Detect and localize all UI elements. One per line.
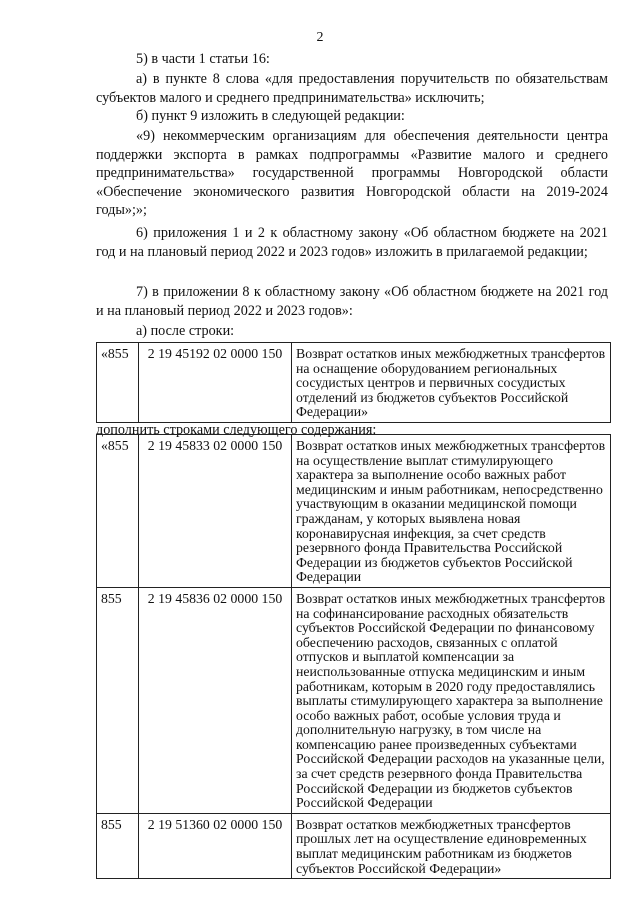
table-row xyxy=(97,343,611,423)
admin-code-cell: «855 xyxy=(97,343,139,423)
table-row xyxy=(97,813,611,878)
paragraph-after-line: а) после строки: xyxy=(136,323,235,339)
table-new-lines xyxy=(96,434,611,879)
paragraph-item-6: 6) приложения 1 и 2 к областному закону «Об областном бюджете на 2021 год и на плановый период 2022 и 2023 годов» изложить в прилагаемой редакции; xyxy=(96,225,608,260)
description-cell: Возврат остатков иных межбюджетных трансфертов на софинансирование расходных обязательств субъектов Российской Федерации по финансовому обеспечению расходов, связанных с оплатой отпусков и выплатой компенсации за неиспользованные отпуска медицинским и иным работникам, которым в 2020 году предоставлялись выплаты стимулирующего характера за выполнение особо важных работ, особые условия труда и дополнительную нагрузку, в том числе на компенсацию ранее произведенных субъектами Российской Федерации расходов на указанные цели, за счет средств резервного фонда Правительства Российской Федерации из бюджетов субъектов Российской Федерации xyxy=(292,587,611,813)
paragraph-item-a: а) в пункте 8 слова «для предоставления поручительств по обязательствам субъектов малого и среднего предпринимательства» исключить; xyxy=(96,71,608,106)
paragraph-quote-9: «9) некоммерческим организациям для обеспечения деятельности центра поддержки экспорта в рамках подпрограммы «Развитие малого и среднего предпринимательства» государственной программы Новгородской области «Обеспечение экономического развития Новгородской области на 2019-2024 годы»;»; xyxy=(96,128,608,218)
budget-code-cell: 2 19 45836 02 0000 150 xyxy=(139,587,292,813)
admin-code-cell: 855 xyxy=(97,813,139,878)
budget-code-cell: 2 19 51360 02 0000 150 xyxy=(139,813,292,878)
budget-code-cell: 2 19 45192 02 0000 150 xyxy=(139,343,292,423)
paragraph-item-5: 5) в части 1 статьи 16: xyxy=(136,51,270,67)
table-row xyxy=(97,587,611,813)
admin-code-cell: 855 xyxy=(97,587,139,813)
description-cell: Возврат остатков иных межбюджетных трансфертов на осуществление выплат стимулирующего характера за выполнение особо важных работ медицинским и иным работникам, непосредственно участвующим в оказании медицинской помощи гражданам, у которых выявлена новая коронавирусная инфекция, за счет средств резервного фонда Правительства Российской Федерации из бюджетов субъектов Российской Федерации xyxy=(292,435,611,588)
paragraph-item-b: б) пункт 9 изложить в следующей редакции: xyxy=(136,108,405,124)
paragraph-append-lines: дополнить строками следующего содержания: xyxy=(96,422,377,438)
budget-code-cell: 2 19 45833 02 0000 150 xyxy=(139,435,292,588)
paragraph-item-7: 7) в приложении 8 к областному закону «Об областном бюджете на 2021 год и на плановый период 2022 и 2023 годов»: xyxy=(96,284,608,319)
admin-code-cell: «855 xyxy=(97,435,139,588)
table-after-line xyxy=(96,342,611,423)
description-cell: Возврат остатков межбюджетных трансфертов прошлых лет на осуществление единовременных выплат медицинским работникам из бюджетов субъектов Российской Федерации» xyxy=(292,813,611,878)
description-cell: Возврат остатков иных межбюджетных трансфертов на оснащение оборудованием региональных сосудистых центров и первичных сосудистых отделений из бюджетов субъектов Российской Федерации» xyxy=(292,343,611,423)
table-row xyxy=(97,435,611,588)
page-number: 2 xyxy=(316,30,324,45)
